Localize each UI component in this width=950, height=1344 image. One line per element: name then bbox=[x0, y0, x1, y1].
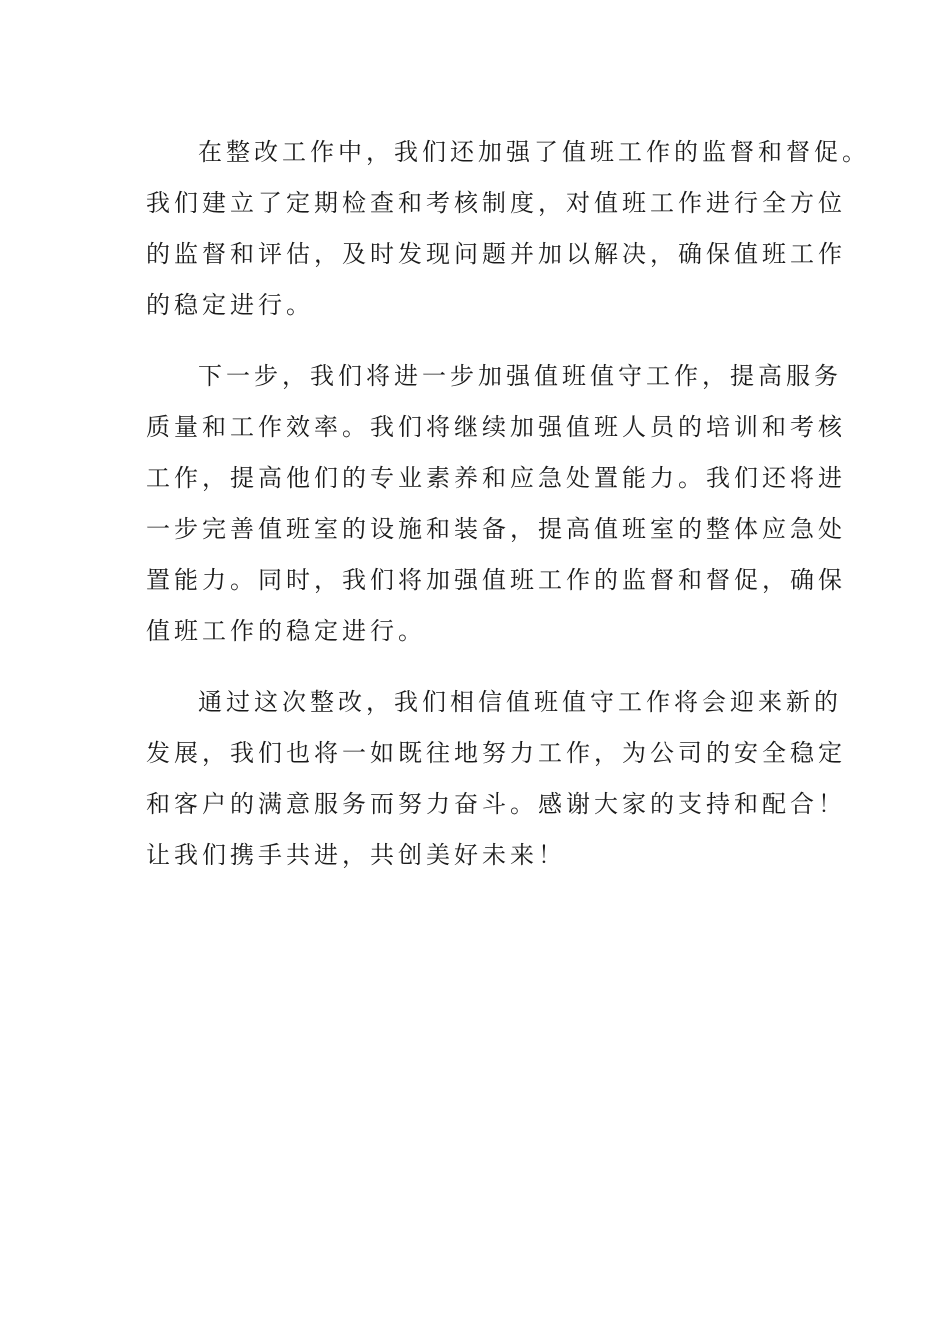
paragraph-line: 让我们携手共进，共创美好未来！ bbox=[146, 841, 566, 869]
document-body bbox=[146, 127, 870, 881]
paragraph-line: 下一步，我们将进一步加强值班值守工作，提高服务 bbox=[198, 362, 842, 390]
paragraph-line: 通过这次整改，我们相信值班值守工作将会迎来新的 bbox=[198, 688, 842, 716]
paragraph-next-steps bbox=[146, 351, 846, 657]
paragraph-line: 置能力。同时，我们将加强值班工作的监督和督促，确保 bbox=[146, 566, 846, 594]
paragraph-line: 在整改工作中，我们还加强了值班工作的监督和督促。 bbox=[198, 138, 870, 166]
paragraph-line: 质量和工作效率。我们将继续加强值班人员的培训和考核 bbox=[146, 413, 846, 441]
paragraph-line: 的稳定进行。 bbox=[146, 291, 314, 319]
paragraph-rectification-supervision bbox=[146, 127, 870, 331]
paragraph-line: 的监督和评估，及时发现问题并加以解决，确保值班工作 bbox=[146, 240, 846, 268]
paragraph-line: 我们建立了定期检查和考核制度，对值班工作进行全方位 bbox=[146, 189, 846, 217]
paragraph-line: 发展，我们也将一如既往地努力工作，为公司的安全稳定 bbox=[146, 739, 846, 767]
paragraph-line: 值班工作的稳定进行。 bbox=[146, 617, 426, 645]
paragraph-line: 一步完善值班室的设施和装备，提高值班室的整体应急处 bbox=[146, 515, 846, 543]
paragraph-closing bbox=[146, 677, 846, 881]
paragraph-line: 工作，提高他们的专业素养和应急处置能力。我们还将进 bbox=[146, 464, 846, 492]
paragraph-line: 和客户的满意服务而努力奋斗。感谢大家的支持和配合！ bbox=[146, 790, 846, 818]
